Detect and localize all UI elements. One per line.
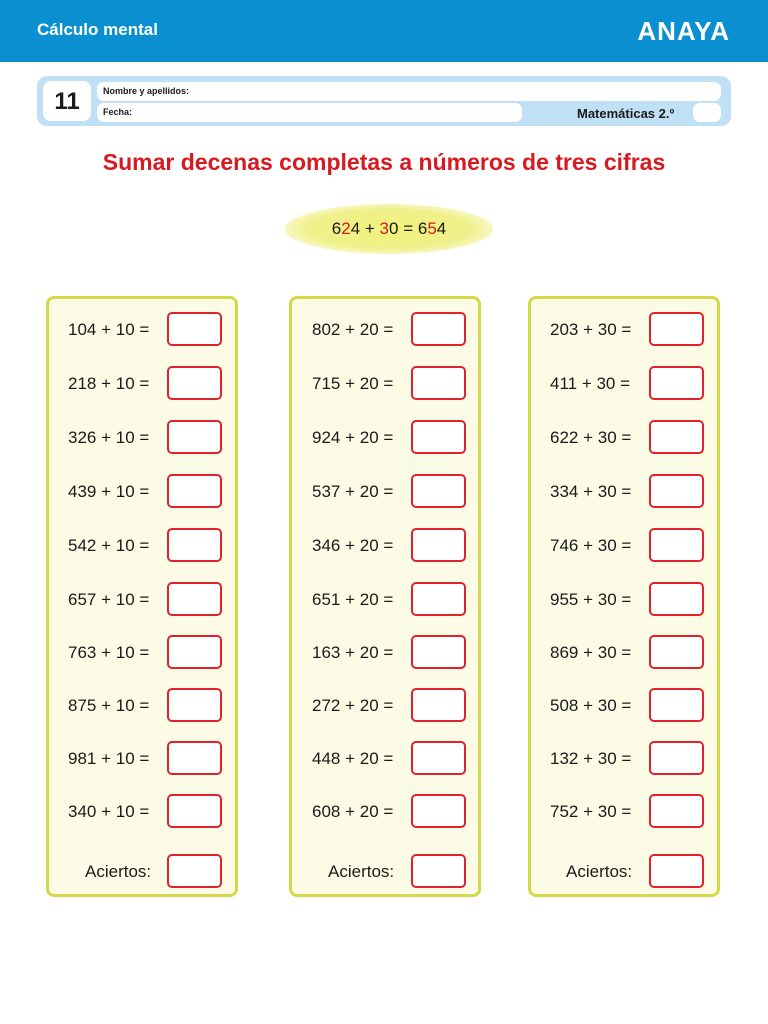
exercise-expression: 104 + 10 = (68, 320, 150, 339)
exercise-expression: 326 + 10 = (68, 428, 150, 447)
answer-box[interactable] (411, 474, 466, 508)
exercise-expression: 334 + 30 = (550, 482, 632, 501)
answer-box[interactable] (411, 420, 466, 454)
exercise-expression: 218 + 10 = (68, 374, 150, 393)
answer-box[interactable] (167, 688, 222, 722)
answer-box[interactable] (167, 582, 222, 616)
exercise-expression: 955 + 30 = (550, 590, 632, 609)
exercise-row (49, 474, 235, 510)
exercise-expression: 657 + 10 = (68, 590, 150, 609)
student-info-header (37, 76, 731, 126)
answer-box[interactable] (649, 528, 704, 562)
answer-box[interactable] (411, 312, 466, 346)
exercise-row (531, 688, 717, 724)
top-banner (0, 0, 768, 62)
score-label: Aciertos: (566, 862, 633, 881)
exercise-expression: 163 + 20 = (312, 643, 394, 662)
exercise-row (49, 635, 235, 671)
sheet-number: 11 (54, 88, 80, 115)
example-equation: 624 + 30 = 654 (331, 219, 447, 238)
example-bubble (285, 204, 493, 254)
exercise-row (531, 528, 717, 564)
exercise-row (292, 582, 478, 618)
answer-box[interactable] (167, 366, 222, 400)
answer-box[interactable] (649, 635, 704, 669)
exercise-row (49, 420, 235, 456)
answer-box[interactable] (411, 582, 466, 616)
subject-label: Matemáticas 2.º (577, 106, 675, 121)
answer-box[interactable] (649, 688, 704, 722)
exercise-expression: 752 + 30 = (550, 802, 632, 821)
answer-box[interactable] (167, 528, 222, 562)
exercise-row (531, 474, 717, 510)
exercise-expression: 746 + 30 = (550, 536, 632, 555)
grade-field[interactable] (693, 103, 721, 122)
answer-box[interactable] (167, 474, 222, 508)
brand-logo: ANAYA (637, 16, 730, 46)
page-title: Sumar decenas completas a números de tres cifras (102, 149, 666, 175)
answer-box[interactable] (411, 741, 466, 775)
exercise-column-3 (528, 296, 720, 897)
exercise-row (292, 528, 478, 564)
score-box[interactable] (649, 854, 704, 888)
answer-box[interactable] (649, 794, 704, 828)
exercise-expression: 651 + 20 = (312, 590, 394, 609)
exercise-expression: 411 + 30 = (550, 374, 631, 393)
exercise-expression: 537 + 20 = (312, 482, 394, 501)
exercise-row (292, 474, 478, 510)
sheet-number-box (43, 81, 91, 121)
banner-title: Cálculo mental (37, 20, 158, 39)
score-row (49, 854, 235, 890)
exercise-row (49, 794, 235, 830)
exercise-row (531, 366, 717, 402)
exercise-expression: 622 + 30 = (550, 428, 632, 447)
exercise-row (292, 794, 478, 830)
exercise-expression: 924 + 20 = (312, 428, 394, 447)
score-box[interactable] (411, 854, 466, 888)
exercise-expression: 203 + 30 = (550, 320, 632, 339)
exercise-expression: 439 + 10 = (68, 482, 150, 501)
exercise-row (292, 420, 478, 456)
exercise-expression: 869 + 30 = (550, 643, 632, 662)
answer-box[interactable] (411, 528, 466, 562)
exercise-expression: 608 + 20 = (312, 802, 394, 821)
exercise-expression: 448 + 20 = (312, 749, 394, 768)
exercise-expression: 763 + 10 = (68, 643, 150, 662)
answer-box[interactable] (167, 741, 222, 775)
answer-box[interactable] (411, 635, 466, 669)
answer-box[interactable] (649, 582, 704, 616)
exercise-expression: 132 + 30 = (550, 749, 632, 768)
exercise-row (292, 741, 478, 777)
exercise-row (292, 688, 478, 724)
exercise-expression: 508 + 30 = (550, 696, 632, 715)
exercise-expression: 340 + 10 = (68, 802, 150, 821)
answer-box[interactable] (411, 794, 466, 828)
date-field[interactable] (97, 103, 522, 122)
answer-box[interactable] (167, 312, 222, 346)
exercise-row (531, 794, 717, 830)
answer-box[interactable] (411, 366, 466, 400)
answer-box[interactable] (167, 635, 222, 669)
exercise-row (531, 741, 717, 777)
exercise-expression: 715 + 20 = (312, 374, 394, 393)
answer-box[interactable] (167, 794, 222, 828)
answer-box[interactable] (649, 741, 704, 775)
exercise-column-1 (46, 296, 238, 897)
exercise-expression: 981 + 10 = (68, 749, 150, 768)
exercise-expression: 875 + 10 = (68, 696, 150, 715)
answer-box[interactable] (411, 688, 466, 722)
exercise-row (49, 741, 235, 777)
exercise-row (531, 635, 717, 671)
exercise-row (49, 688, 235, 724)
answer-box[interactable] (649, 366, 704, 400)
score-row (292, 854, 478, 890)
exercise-expression: 272 + 20 = (312, 696, 394, 715)
score-label: Aciertos: (85, 862, 152, 881)
exercise-row (49, 528, 235, 564)
exercise-column-2 (289, 296, 481, 897)
answer-box[interactable] (649, 474, 704, 508)
exercise-row (49, 582, 235, 618)
answer-box[interactable] (167, 420, 222, 454)
name-label: Nombre y apellidos: (103, 86, 190, 96)
answer-box[interactable] (649, 312, 704, 346)
answer-box[interactable] (649, 420, 704, 454)
exercise-row (531, 582, 717, 618)
exercise-row (292, 635, 478, 671)
exercise-row (531, 312, 717, 348)
exercise-expression: 542 + 10 = (68, 536, 150, 555)
exercise-row (49, 366, 235, 402)
exercise-row (531, 420, 717, 456)
score-label: Aciertos: (328, 862, 395, 881)
exercise-expression: 802 + 20 = (312, 320, 394, 339)
score-box[interactable] (167, 854, 222, 888)
name-field[interactable] (97, 82, 721, 101)
exercise-row (49, 312, 235, 348)
exercise-row (292, 312, 478, 348)
exercise-row (292, 366, 478, 402)
exercise-expression: 346 + 20 = (312, 536, 394, 555)
score-row (531, 854, 717, 890)
date-label: Fecha: (103, 107, 133, 117)
